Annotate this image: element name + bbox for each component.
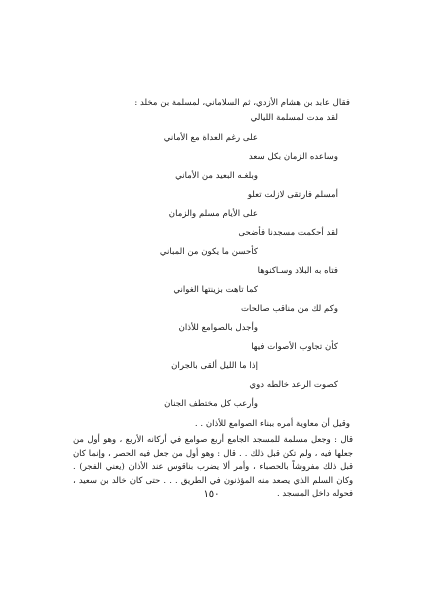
post-poem-note: وقيل أن معاوية أمره ببناء الصوامع للأذان . . <box>194 419 350 429</box>
verse-line: وساعده الزمان بكل سعد <box>248 152 338 162</box>
verse-line: على رغم العداة مع الأماني <box>163 133 258 143</box>
verse-line: إذا ما الليل ألقى بالجران <box>171 361 258 371</box>
verse-line: وأرعب كل مختطف الجنان <box>164 399 258 409</box>
page-number: ١٥٠ <box>203 489 220 500</box>
verse-line: كأحسن ما يكون من المباني <box>159 247 258 257</box>
verse-line: وأجدل بالصوامع للأذان <box>178 323 258 333</box>
verse-line: وبلغـه البعيد من الأماني <box>175 171 258 181</box>
poem-intro: فقال عابد بن هشام الأزدي، ثم السلاماني، لمسلمة بن مخلد : <box>134 98 350 108</box>
closing-paragraph: قال : وجعل مسلمة للمسجد الجامع أربع صوامع في أركانه الأربع ، وهو أول من جعلها فيه ، ولم تكن قبل ذلك . . قال : وهو أول من جعل فيه الحصر ، وإنما كان قبل ذلك مفروشاً بالحصباء ، وأمر ألا يضرب بناقوس عند الأذان (يعني الفجر) . وكان السلم الذي يصعد منه المؤذنون في الطريق . . . حتى كان خالد بن سعيد ، فحوله داخل المسجد . <box>73 434 353 499</box>
verse-line: كأن تجاوب الأصوات فيها <box>251 342 338 352</box>
verse-line: لقد مدت لمسلمة الليالي <box>250 113 338 123</box>
verse-line: كصوت الرعد خالطه دوي <box>249 380 338 390</box>
verse-line: لقد أحكمت مسجدنا فأضحى <box>238 228 338 238</box>
verse-line: على الأيام مسلم والزمان <box>168 209 258 219</box>
verse-line: كما تاهت بزينتها الغواني <box>173 285 258 295</box>
verse-line: فتاه به البلاد وسـاكنوها <box>257 266 338 276</box>
verse-line: وكم لك من مناقب صالحات <box>240 304 338 314</box>
verse-line: أمسلم فارتقى لازلت تعلو <box>247 190 338 200</box>
